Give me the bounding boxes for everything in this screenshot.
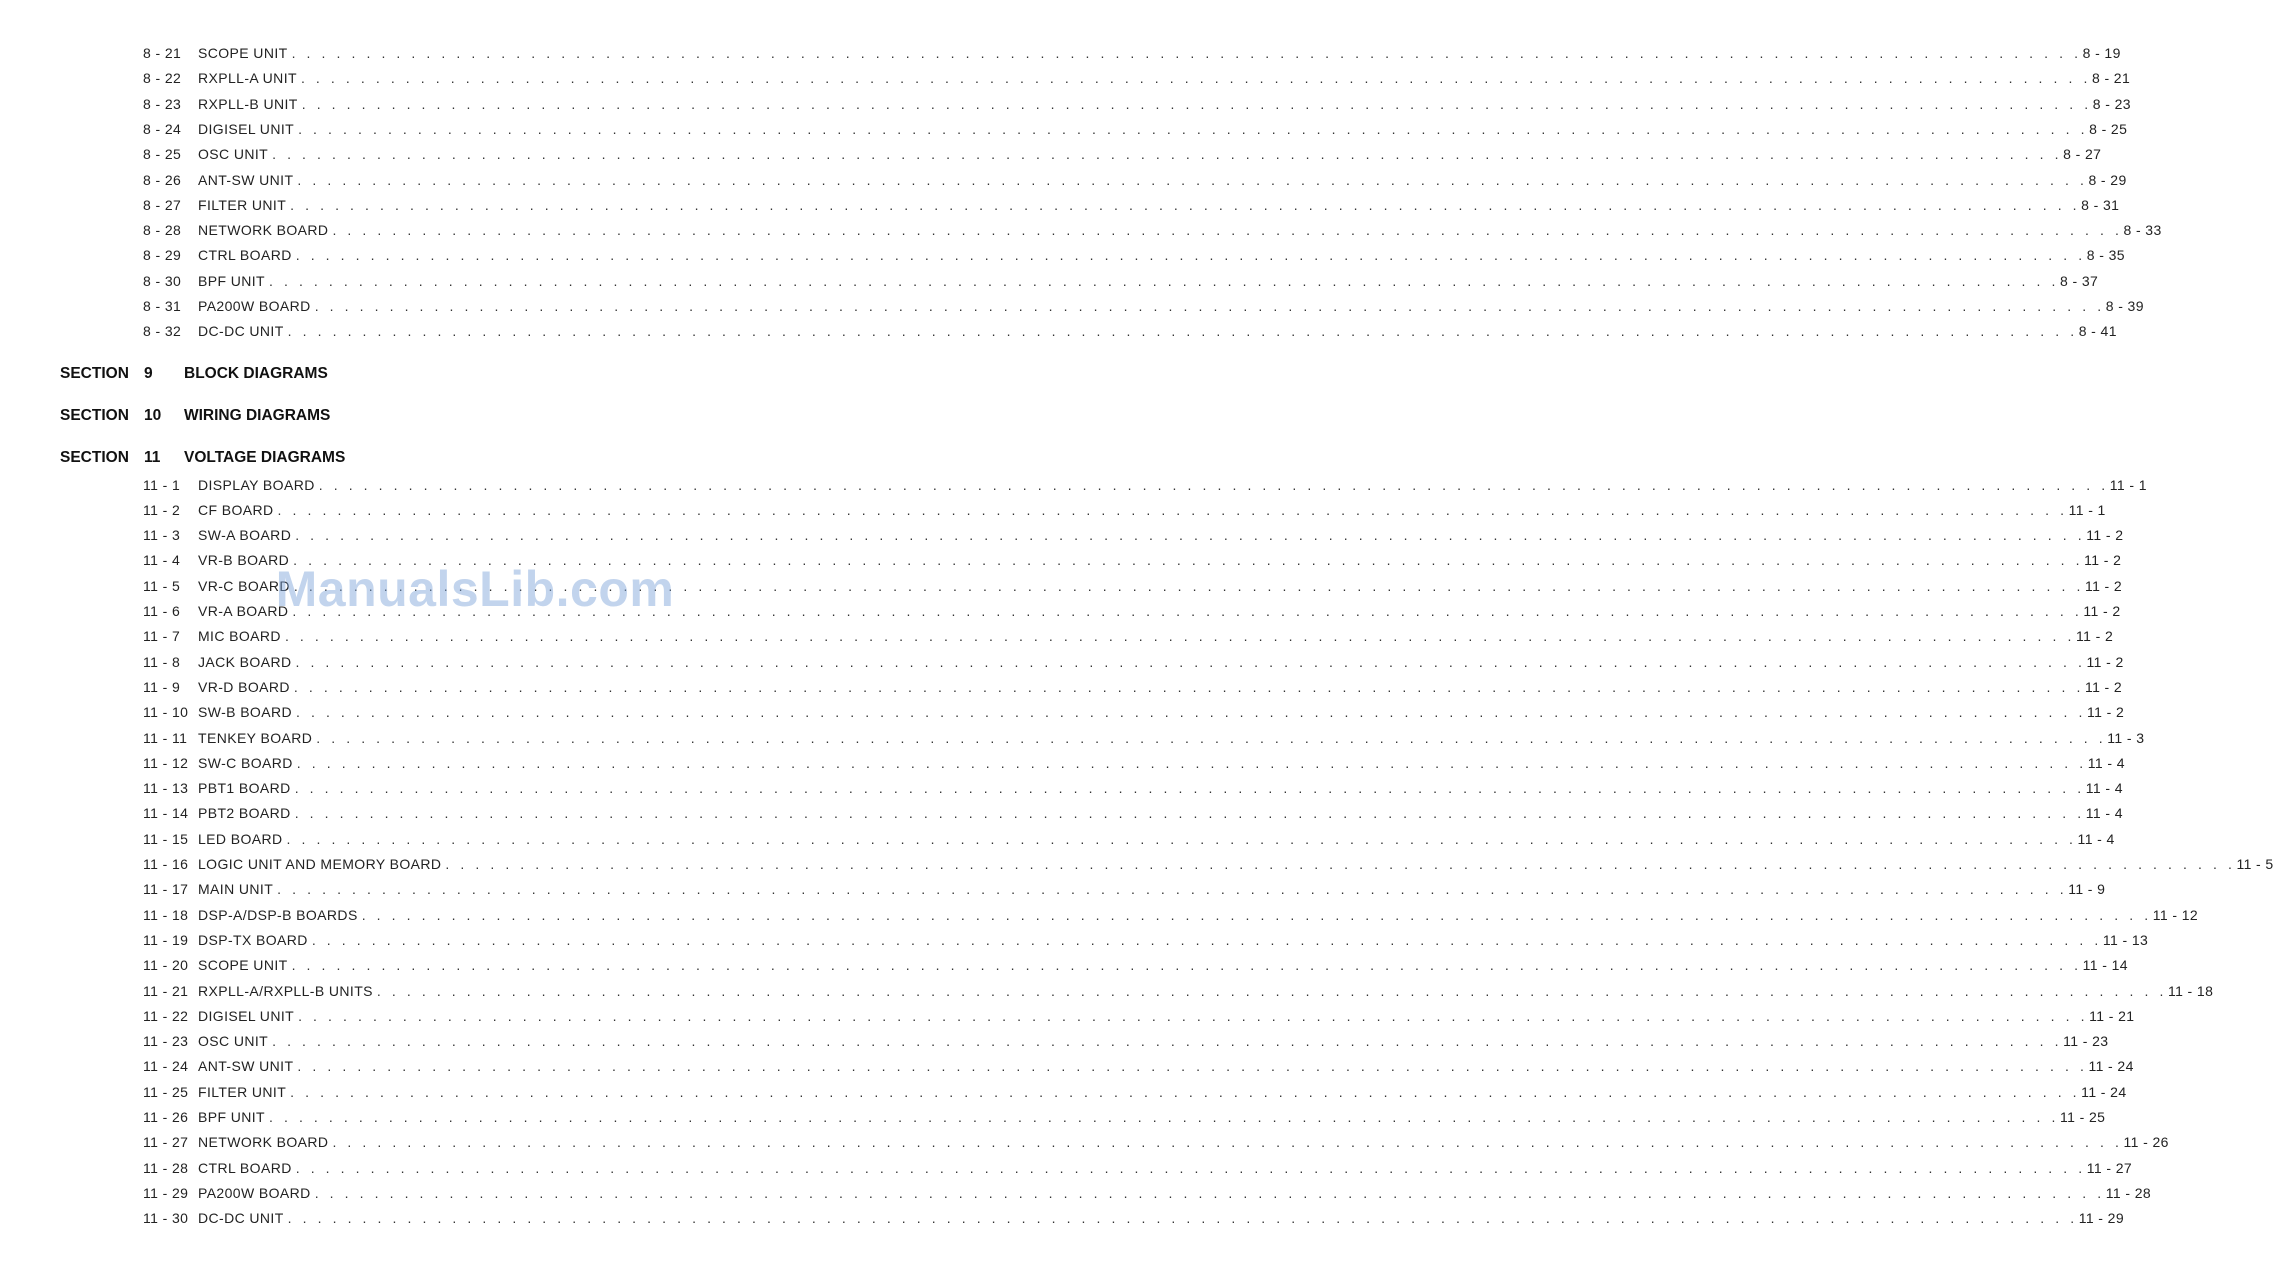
toc-entry-title: RXPLL-A/RXPLL-B UNITS — [198, 982, 373, 999]
toc-entry-title: MIC BOARD — [198, 628, 281, 645]
toc-entry-title: SW-B BOARD — [198, 704, 292, 721]
toc-entry-number: 8 - 28 — [143, 222, 182, 239]
toc-entry-title: JACK BOARD — [198, 653, 292, 670]
toc-entry-title: SW-A BOARD — [198, 527, 292, 544]
toc-entry — [143, 676, 2123, 698]
toc-entry-number: 8 - 21 — [143, 45, 182, 61]
toc-entry-page: 8 - 39 — [2105, 298, 2144, 314]
toc-entry-number: 8 - 22 — [143, 70, 182, 87]
toc-entry-number: 8 - 27 — [143, 196, 182, 213]
toc-entry — [143, 549, 2122, 571]
toc-entry-title: VR-D BOARD — [198, 678, 290, 695]
toc-entry-title: PBT1 BOARD — [198, 780, 291, 797]
toc-entry-page: 11 - 26 — [2123, 1134, 2169, 1151]
dot-leader: . . . . . . . . . . . . . . . . . . . . . . . . . . . . . . . . . . . . . . . . . . . . . . . . . . . . . . . . . . . . . . . . . . . . . . . . . . . . . . . . . . . . . . . . . . . . . . . . . . . . . . . . . . . . . . . . . . . . . . . . — [361, 906, 2152, 923]
dot-leader: . . . . . . . . . . . . . . . . . . . . . . . . . . . . . . . . . . . . . . . . . . . . . . . . . . . . . . . . . . . . . . . . . . . . . . . . . . . . . . . . . . . . . . . . . . . . . . . . . . . . . . . . . . . . . . . . . . . . . . . . — [291, 957, 2082, 974]
toc-entry-number: 11 - 29 — [143, 1184, 189, 1201]
toc-entry-title: DC-DC UNIT — [198, 1210, 284, 1227]
toc-entry-number: 11 - 24 — [143, 1058, 189, 1075]
toc-entry — [143, 752, 2125, 774]
toc-entry-number: 11 - 11 — [143, 729, 188, 746]
toc-entry-number: 11 - 1 — [143, 476, 181, 493]
dot-leader: . . . . . . . . . . . . . . . . . . . . . . . . . . . . . . . . . . . . . . . . . . . . . . . . . . . . . . . . . . . . . . . . . . . . . . . . . . . . . . . . . . . . . . . . . . . . . . . . . . . . . . . . . . . . . . . . . . . . . . . . — [300, 70, 2091, 87]
dot-leader: . . . . . . . . . . . . . . . . . . . . . . . . . . . . . . . . . . . . . . . . . . . . . . . . . . . . . . . . . . . . . . . . . . . . . . . . . . . . . . . . . . . . . . . . . . . . . . . . . . . . . . . . . . . . . . . . . . . . . . . . — [301, 95, 2092, 112]
toc-entry — [143, 929, 2149, 951]
toc-entry-number: 11 - 9 — [143, 678, 181, 695]
toc-entry — [143, 42, 2121, 64]
toc-entry-title: VR-C BOARD — [198, 577, 290, 594]
toc-entry-page: 11 - 2 — [2075, 628, 2114, 645]
section-label: SECTION — [60, 449, 129, 466]
toc-entry-page: 11 - 4 — [2077, 830, 2115, 847]
dot-leader: . . . . . . . . . . . . . . . . . . . . . . . . . . . . . . . . . . . . . . . . . . . . . . . . . . . . . . . . . . . . . . . . . . . . . . . . . . . . . . . . . . . . . . . . . . . . . . . . . . . . . . . . . . . . . . . . . . . . . . . . — [295, 1159, 2086, 1176]
toc-entry-title: CTRL BOARD — [198, 247, 292, 264]
toc-entry-title: VR-A BOARD — [198, 603, 289, 619]
dot-leader: . . . . . . . . . . . . . . . . . . . . . . . . . . . . . . . . . . . . . . . . . . . . . . . . . . . . . . . . . . . . . . . . . . . . . . . . . . . . . . . . . . . . . . . . . . . . . . . . . . . . . . . . . . . . . . . . . . . . . . . . — [272, 146, 2063, 163]
dot-leader: . . . . . . . . . . . . . . . . . . . . . . . . . . . . . . . . . . . . . . . . . . . . . . . . . . . . . . . . . . . . . . . . . . . . . . . . . . . . . . . . . . . . . . . . . . . . . . . . . . . . . . . . . . . . . . . . . . . . . . . . — [272, 1033, 2063, 1050]
toc-entry-title: NETWORK BOARD — [198, 222, 329, 239]
toc-entry — [143, 727, 2145, 749]
toc-entry-number: 11 - 15 — [143, 830, 189, 847]
dot-leader: . . . . . . . . . . . . . . . . . . . . . . . . . . . . . . . . . . . . . . . . . . . . . . . . . . . . . . . . . . . . . . . . . . . . . . . . . . . . . . . . . . . . . . . . . . . . . . . . . . . . . . . . . . . . . . . . . . . . . . . . — [332, 222, 2123, 239]
toc-entry-number: 11 - 25 — [143, 1083, 189, 1100]
toc-entry-page: 11 - 2 — [2084, 577, 2123, 594]
dot-leader: . . . . . . . . . . . . . . . . . . . . . . . . . . . . . . . . . . . . . . . . . . . . . . . . . . . . . . . . . . . . . . . . . . . . . . . . . . . . . . . . . . . . . . . . . . . . . . . . . . . . . . . . . . . . . . . . . . . . . . . . — [293, 552, 2084, 569]
toc-entry — [143, 600, 2121, 622]
toc-entry-number: 11 - 12 — [143, 754, 189, 771]
toc-entry-title: DIGISEL UNIT — [198, 1007, 295, 1024]
toc-entry-page: 11 - 2 — [2086, 653, 2124, 670]
toc-entry-number: 11 - 22 — [143, 1007, 189, 1024]
toc-entry-number: 11 - 4 — [143, 552, 181, 569]
toc-entry-number: 8 - 23 — [143, 95, 182, 112]
toc-entry-page: 8 - 37 — [2060, 272, 2099, 289]
dot-leader: . . . . . . . . . . . . . . . . . . . . . . . . . . . . . . . . . . . . . . . . . . . . . . . . . . . . . . . . . . . . . . . . . . . . . . . . . . . . . . . . . . . . . . . . . . . . . . . . . . . . . . . . . . . . . . . . . . . . . . . . — [297, 171, 2088, 188]
toc-entry-title: CF BOARD — [198, 501, 274, 518]
section-number: 11 — [144, 449, 161, 466]
toc-entry-title: RXPLL-B UNIT — [198, 95, 298, 112]
dot-leader: . . . . . . . . . . . . . . . . . . . . . . . . . . . . . . . . . . . . . . . . . . . . . . . . . . . . . . . . . . . . . . . . . . . . . . . . . . . . . . . . . . . . . . . . . . . . . . . . . . . . . . . . . . . . . . . . . . . . . . . . — [293, 577, 2084, 594]
dot-leader: . . . . . . . . . . . . . . . . . . . . . . . . . . . . . . . . . . . . . . . . . . . . . . . . . . . . . . . . . . . . . . . . . . . . . . . . . . . . . . . . . . . . . . . . . . . . . . . . . . . . . . . . . . . . . . . . . . . . . . . . — [298, 1007, 2089, 1024]
toc-entry-page: 8 - 27 — [2063, 146, 2102, 163]
dot-leader: . . . . . . . . . . . . . . . . . . . . . . . . . . . . . . . . . . . . . . . . . . . . . . . . . . . . . . . . . . . . . . . . . . . . . . . . . . . . . . . . . . . . . . . . . . . . . . . . . . . . . . . . . . . . . . . . . . . . . . . . — [287, 1210, 2078, 1227]
toc-entry-title: CTRL BOARD — [198, 1159, 292, 1176]
toc-entry — [143, 651, 2124, 673]
toc-entry-number: 11 - 28 — [143, 1159, 189, 1176]
dot-leader: . . . . . . . . . . . . . . . . . . . . . . . . . . . . . . . . . . . . . . . . . . . . . . . . . . . . . . . . . . . . . . . . . . . . . . . . . . . . . . . . . . . . . . . . . . . . . . . . . . . . . . . . . . . . . . . . . . . . . . . . — [268, 272, 2060, 289]
toc-entry-number: 11 - 27 — [143, 1134, 189, 1151]
toc-entry-title: FILTER UNIT — [198, 196, 287, 213]
toc-entry-page: 11 - 9 — [2068, 881, 2106, 898]
toc-entry — [143, 954, 2128, 976]
dot-leader: . . . . . . . . . . . . . . . . . . . . . . . . . . . . . . . . . . . . . . . . . . . . . . . . . . . . . . . . . . . . . . . . . . . . . . . . . . . . . . . . . . . . . . . . . . . . . . . . . . . . . . . . . . . . . . . . . . . . . . . . — [287, 323, 2078, 340]
section-label: SECTION — [60, 365, 129, 382]
toc-entry-number: 11 - 26 — [143, 1109, 189, 1125]
dot-leader: . . . . . . . . . . . . . . . . . . . . . . . . . . . . . . . . . . . . . . . . . . . . . . . . . . . . . . . . . . . . . . . . . . . . . . . . . . . . . . . . . . . . . . . . . . . . . . . . . . . . . . . . . . . . . . . . . . . . . . . . — [294, 780, 2085, 797]
toc-entry — [143, 853, 2274, 875]
toc-entry — [143, 143, 2102, 165]
toc-entry-title: FILTER UNIT — [198, 1083, 287, 1100]
toc-entry-number: 11 - 30 — [143, 1210, 189, 1227]
toc-entry-number: 8 - 31 — [143, 298, 182, 314]
toc-entry — [143, 1182, 2152, 1204]
toc-entry-page: 11 - 1 — [2109, 476, 2147, 493]
dot-leader: . . . . . . . . . . . . . . . . . . . . . . . . . . . . . . . . . . . . . . . . . . . . . . . . . . . . . . . . . . . . . . . . . . . . . . . . . . . . . . . . . . . . . . . . . . . . . . . . . . . . . . . . . . . . . . . . . . . . . . . . — [296, 754, 2087, 771]
toc-entry-page: 11 - 5 — [2236, 856, 2274, 872]
section-label: SECTION — [60, 407, 129, 424]
toc-entry-title: SW-C BOARD — [198, 754, 293, 771]
toc-entry-number: 11 - 18 — [143, 906, 189, 923]
dot-leader: . . . . . . . . . . . . . . . . . . . . . . . . . . . . . . . . . . . . . . . . . . . . . . . . . . . . . . . . . . . . . . . . . . . . . . . . . . . . . . . . . . . . . . . . . . . . . . . . . . . . . . . . . . . . . . . . . . . . . . . . — [291, 45, 2082, 61]
toc-entry-number: 11 - 23 — [143, 1033, 189, 1050]
toc-entry-number: 11 - 10 — [143, 704, 189, 721]
toc-entry-page: 11 - 2 — [2086, 527, 2124, 544]
toc-entry-page: 11 - 24 — [2088, 1058, 2134, 1075]
toc-entry — [143, 1131, 2169, 1153]
dot-leader: . . . . . . . . . . . . . . . . . . . . . . . . . . . . . . . . . . . . . . . . . . . . . . . . . . . . . . . . . . . . . . . . . . . . . . . . . . . . . . . . . . . . . . . . . . . . . . . . . . . . . . . . . . . . . . . . . . . . . . . . — [318, 476, 2109, 493]
section-title: BLOCK DIAGRAMS — [184, 365, 328, 382]
toc-entry-page: 8 - 19 — [2082, 45, 2121, 61]
dot-leader: . . . . . . . . . . . . . . . . . . . . . . . . . . . . . . . . . . . . . . . . . . . . . . . . . . . . . . . . . . . . . . . . . . . . . . . . . . . . . . . . . . . . . . . . . . . . . . . . . . . . . . . . . . . . . . . . . . . . . . . . — [332, 1134, 2123, 1151]
toc-entry-page: 8 - 33 — [2123, 222, 2162, 239]
toc-entry — [143, 1005, 2135, 1027]
dot-leader: . . . . . . . . . . . . . . . . . . . . . . . . . . . . . . . . . . . . . . . . . . . . . . . . . . . . . . . . . . . . . . . . . . . . . . . . . . . . . . . . . . . . . . . . . . . . . . . . . . . . . . . . . . . . . . . . . . . . . . . . — [297, 1058, 2088, 1075]
toc-entry-number: 11 - 3 — [143, 527, 181, 544]
toc-entry-title: PA200W BOARD — [198, 1184, 311, 1201]
dot-leader: . . . . . . . . . . . . . . . . . . . . . . . . . . . . . . . . . . . . . . . . . . . . . . . . . . . . . . . . . . . . . . . . . . . . . . . . . . . . . . . . . . . . . . . . . . . . . . . . . . . . . . . . . . . . . . . . . . . . . . . . — [295, 704, 2087, 721]
toc-entry — [143, 244, 2125, 266]
dot-leader: . . . . . . . . . . . . . . . . . . . . . . . . . . . . . . . . . . . . . . . . . . . . . . . . . . . . . . . . . . . . . . . . . . . . . . . . . . . . . . . . . . . . . . . . . . . . . . . . . . . . . . . . . . . . . . . . . . . . . . . . — [277, 881, 2068, 898]
toc-entry-number: 11 - 14 — [143, 805, 189, 822]
toc-entry-title: BPF UNIT — [198, 1109, 265, 1125]
toc-entry-title: TENKEY BOARD — [198, 729, 313, 746]
toc-entry-page: 8 - 25 — [2089, 120, 2128, 137]
dot-leader: . . . . . . . . . . . . . . . . . . . . . . . . . . . . . . . . . . . . . . . . . . . . . . . . . . . . . . . . . . . . . . . . . . . . . . . . . . . . . . . . . . . . . . . . . . . . . . . . . . . . . . . . . . . . . . . . . . . . . . . . — [284, 628, 2075, 645]
toc-entry-number: 11 - 8 — [143, 653, 181, 670]
toc-entry — [143, 575, 2123, 597]
toc-entry-page: 11 - 25 — [2060, 1109, 2106, 1125]
toc-entry-page: 11 - 4 — [2087, 754, 2125, 771]
toc-entry-number: 8 - 24 — [143, 120, 182, 137]
toc-entry — [143, 93, 2131, 115]
dot-leader: . . . . . . . . . . . . . . . . . . . . . . . . . . . . . . . . . . . . . . . . . . . . . . . . . . . . . . . . . . . . . . . . . . . . . . . . . . . . . . . . . . . . . . . . . . . . . . . . . . . . . . . . . . . . . . . . . . . . . . . . — [311, 931, 2102, 948]
toc-entry-title: BPF UNIT — [198, 272, 265, 289]
section-heading — [60, 446, 345, 470]
toc-entry — [143, 1081, 2127, 1103]
toc-entry-page: 8 - 23 — [2092, 95, 2131, 112]
dot-leader: . . . . . . . . . . . . . . . . . . . . . . . . . . . . . . . . . . . . . . . . . . . . . . . . . . . . . . . . . . . . . . . . . . . . . . . . . . . . . . . . . . . . . . . . . . . . . . . . . . . . . . . . . . . . . . . . . . . . . . . . — [292, 603, 2083, 619]
toc-entry-number: 8 - 30 — [143, 272, 182, 289]
dot-leader: . . . . . . . . . . . . . . . . . . . . . . . . . . . . . . . . . . . . . . . . . . . . . . . . . . . . . . . . . . . . . . . . . . . . . . . . . . . . . . . . . . . . . . . . . . . . . . . . . . . . . . . . . . . . . . . . . . . . . . . . — [295, 527, 2086, 544]
toc-entry — [143, 524, 2124, 546]
dot-leader: . . . . . . . . . . . . . . . . . . . . . . . . . . . . . . . . . . . . . . . . . . . . . . . . . . . . . . . . . . . . . . . . . . . . . . . . . . . . . . . . . . . . . . . . . . . . . . . . . . . . . . . . . . . . . . . . . . . . . . . . — [286, 830, 2077, 847]
toc-entry-page: 11 - 12 — [2152, 906, 2199, 923]
dot-leader: . . . . . . . . . . . . . . . . . . . . . . . . . . . . . . . . . . . . . . . . . . . . . . . . . . . . . . . . . . . . . . . . . . . . . . . . . . . . . . . . . . . . . . . . . . . . . . . . . . . . . . . . . . . . . . . . . . . . . . . . — [290, 196, 2081, 213]
toc-entry-title: OSC UNIT — [198, 1033, 269, 1050]
toc-entry — [143, 802, 2123, 824]
toc-entry-page: 11 - 4 — [2085, 805, 2123, 822]
dot-leader: . . . . . . . . . . . . . . . . . . . . . . . . . . . . . . . . . . . . . . . . . . . . . . . . . . . . . . . . . . . . . . . . . . . . . . . . . . . . . . . . . . . . . . . . . . . . . . . . . . . . . . . . . . . . . . . . . . . . . . . . — [294, 805, 2085, 822]
toc-entry-title: SCOPE UNIT — [198, 957, 288, 974]
section-title: WIRING DIAGRAMS — [184, 407, 331, 424]
toc-entry-number: 11 - 16 — [143, 856, 189, 872]
toc-entry-title: NETWORK BOARD — [198, 1134, 329, 1151]
toc-entry-title: LED BOARD — [198, 830, 283, 847]
toc-entry-title: VR-B BOARD — [198, 552, 290, 569]
toc-entry-title: PBT2 BOARD — [198, 805, 291, 822]
section-heading — [60, 362, 328, 386]
dot-leader: . . . . . . . . . . . . . . . . . . . . . . . . . . . . . . . . . . . . . . . . . . . . . . . . . . . . . . . . . . . . . . . . . . . . . . . . . . . . . . . . . . . . . . . . . . . . . . . . . . . . . . . . . . . . . . . . . . . . . . . . — [314, 298, 2105, 314]
toc-entry — [143, 1055, 2134, 1077]
dot-leader: . . . . . . . . . . . . . . . . . . . . . . . . . . . . . . . . . . . . . . . . . . . . . . . . . . . . . . . . . . . . . . . . . . . . . . . . . . . . . . . . . . . . . . . . . . . . . . . . . . . . . . . . . . . . . . . . . . . . . . . . — [268, 1109, 2060, 1125]
section-number: 9 — [144, 365, 153, 382]
dot-leader: . . . . . . . . . . . . . . . . . . . . . . . . . . . . . . . . . . . . . . . . . . . . . . . . . . . . . . . . . . . . . . . . . . . . . . . . . . . . . . . . . . . . . . . . . . . . . . . . . . . . . . . . . . . . . . . . . . . . . . . . — [445, 856, 2236, 872]
toc-entry-number: 11 - 13 — [143, 780, 189, 797]
dot-leader: . . . . . . . . . . . . . . . . . . . . . . . . . . . . . . . . . . . . . . . . . . . . . . . . . . . . . . . . . . . . . . . . . . . . . . . . . . . . . . . . . . . . . . . . . . . . . . . . . . . . . . . . . . . . . . . . . . . . . . . . — [376, 982, 2167, 999]
toc-entry — [143, 1207, 2125, 1229]
toc-entry-title: ANT-SW UNIT — [198, 1058, 294, 1075]
toc-entry-number: 11 - 19 — [143, 931, 189, 948]
toc-entry-page: 11 - 29 — [2078, 1210, 2125, 1227]
toc-entry-number: 8 - 29 — [143, 247, 182, 264]
toc-entry-page: 8 - 21 — [2091, 70, 2131, 87]
toc-entry-number: 8 - 26 — [143, 171, 182, 188]
toc-entry-number: 8 - 25 — [143, 146, 182, 163]
dot-leader: . . . . . . . . . . . . . . . . . . . . . . . . . . . . . . . . . . . . . . . . . . . . . . . . . . . . . . . . . . . . . . . . . . . . . . . . . . . . . . . . . . . . . . . . . . . . . . . . . . . . . . . . . . . . . . . . . . . . . . . . — [295, 247, 2086, 264]
toc-entry — [143, 1030, 2109, 1052]
toc-entry-page: 11 - 4 — [2085, 780, 2123, 797]
toc-entry — [143, 625, 2114, 647]
toc-entry — [143, 270, 2099, 292]
dot-leader: . . . . . . . . . . . . . . . . . . . . . . . . . . . . . . . . . . . . . . . . . . . . . . . . . . . . . . . . . . . . . . . . . . . . . . . . . . . . . . . . . . . . . . . . . . . . . . . . . . . . . . . . . . . . . . . . . . . . . . . . — [293, 678, 2084, 695]
toc-entry — [143, 169, 2127, 191]
toc-entry-page: 11 - 28 — [2105, 1184, 2152, 1201]
toc-entry — [143, 194, 2120, 216]
watermark: ManualsLib.com — [275, 561, 675, 617]
toc-entry — [143, 295, 2144, 317]
dot-leader: . . . . . . . . . . . . . . . . . . . . . . . . . . . . . . . . . . . . . . . . . . . . . . . . . . . . . . . . . . . . . . . . . . . . . . . . . . . . . . . . . . . . . . . . . . . . . . . . . . . . . . . . . . . . . . . . . . . . . . . . — [290, 1083, 2081, 1100]
toc-entry — [143, 219, 2162, 241]
toc-entry — [143, 1106, 2106, 1128]
toc-entry-title: DC-DC UNIT — [198, 323, 284, 340]
toc-entry — [143, 777, 2123, 799]
toc-entry-page: 11 - 2 — [2084, 678, 2123, 695]
toc-entry-number: 11 - 21 — [143, 982, 189, 999]
dot-leader: . . . . . . . . . . . . . . . . . . . . . . . . . . . . . . . . . . . . . . . . . . . . . . . . . . . . . . . . . . . . . . . . . . . . . . . . . . . . . . . . . . . . . . . . . . . . . . . . . . . . . . . . . . . . . . . . . . . . . . . . — [277, 501, 2068, 518]
dot-leader: . . . . . . . . . . . . . . . . . . . . . . . . . . . . . . . . . . . . . . . . . . . . . . . . . . . . . . . . . . . . . . . . . . . . . . . . . . . . . . . . . . . . . . . . . . . . . . . . . . . . . . . . . . . . . . . . . . . . . . . . — [314, 1184, 2105, 1201]
dot-leader: . . . . . . . . . . . . . . . . . . . . . . . . . . . . . . . . . . . . . . . . . . . . . . . . . . . . . . . . . . . . . . . . . . . . . . . . . . . . . . . . . . . . . . . . . . . . . . . . . . . . . . . . . . . . . . . . . . . . . . . . — [295, 653, 2086, 670]
section-title: VOLTAGE DIAGRAMS — [184, 449, 346, 466]
toc-entry-title: RXPLL-A UNIT — [198, 70, 297, 87]
toc-entry-title: LOGIC UNIT AND MEMORY BOARD — [198, 856, 442, 872]
toc-entry — [143, 701, 2125, 723]
toc-entry-page: 8 - 41 — [2078, 323, 2117, 340]
toc-entry-page: 8 - 31 — [2081, 196, 2120, 213]
toc-entry-number: 8 - 32 — [143, 323, 182, 340]
section-number: 10 — [144, 407, 162, 424]
toc-entry-title: SCOPE UNIT — [198, 45, 288, 61]
toc-entry — [143, 828, 2115, 850]
toc-entry-title: ANT-SW UNIT — [198, 171, 294, 188]
toc-entry — [143, 878, 2106, 900]
toc-entry-page: 11 - 27 — [2086, 1159, 2133, 1176]
toc-entry — [143, 499, 2106, 521]
toc-entry-page: 11 - 3 — [2107, 729, 2145, 746]
toc-entry-page: 8 - 29 — [2088, 171, 2127, 188]
toc-entry-page: 11 - 13 — [2102, 931, 2149, 948]
toc-entry — [143, 118, 2128, 140]
toc-entry-number: 11 - 2 — [143, 501, 181, 518]
dot-leader: . . . . . . . . . . . . . . . . . . . . . . . . . . . . . . . . . . . . . . . . . . . . . . . . . . . . . . . . . . . . . . . . . . . . . . . . . . . . . . . . . . . . . . . . . . . . . . . . . . . . . . . . . . . . . . . . . . . . . . . . — [316, 729, 2107, 746]
toc-entry — [143, 980, 2214, 1002]
toc-entry-number: 11 - 5 — [143, 577, 181, 594]
toc-entry-title: PA200W BOARD — [198, 298, 311, 314]
toc-entry-page: 8 - 35 — [2086, 247, 2125, 264]
toc-entry-title: OSC UNIT — [198, 146, 269, 163]
dot-leader: . . . . . . . . . . . . . . . . . . . . . . . . . . . . . . . . . . . . . . . . . . . . . . . . . . . . . . . . . . . . . . . . . . . . . . . . . . . . . . . . . . . . . . . . . . . . . . . . . . . . . . . . . . . . . . . . . . . . . . . . — [298, 120, 2089, 137]
toc-entry-title: DSP-TX BOARD — [198, 931, 308, 948]
section-heading — [60, 404, 330, 428]
toc-entry-title: DSP-A/DSP-B BOARDS — [198, 906, 358, 923]
toc-entry-number: 11 - 20 — [143, 957, 189, 974]
toc-entry — [143, 67, 2131, 89]
toc-entry-title: MAIN UNIT — [198, 881, 274, 898]
toc-entry — [143, 320, 2117, 342]
toc-entry-number: 11 - 7 — [143, 628, 181, 645]
toc-entry — [143, 904, 2199, 926]
toc-entry-page: 11 - 24 — [2081, 1083, 2127, 1100]
toc-entry-page: 11 - 21 — [2089, 1007, 2135, 1024]
toc-entry — [143, 1157, 2133, 1179]
toc-entry-number: 11 - 17 — [143, 881, 189, 898]
toc-entry-number: 11 - 6 — [143, 603, 181, 619]
toc-entry-page: 11 - 18 — [2167, 982, 2214, 999]
toc-entry-page: 11 - 1 — [2068, 501, 2106, 518]
toc-entry-title: DIGISEL UNIT — [198, 120, 295, 137]
toc-entry-page: 11 - 23 — [2063, 1033, 2109, 1050]
toc-entry-page: 11 - 14 — [2082, 957, 2128, 974]
toc-entry-page: 11 - 2 — [2084, 552, 2122, 569]
toc-entry-page: 11 - 2 — [2083, 603, 2121, 619]
toc-entry-page: 11 - 2 — [2087, 704, 2125, 721]
toc-entry-title: DISPLAY BOARD — [198, 476, 315, 493]
toc-entry — [143, 474, 2147, 496]
